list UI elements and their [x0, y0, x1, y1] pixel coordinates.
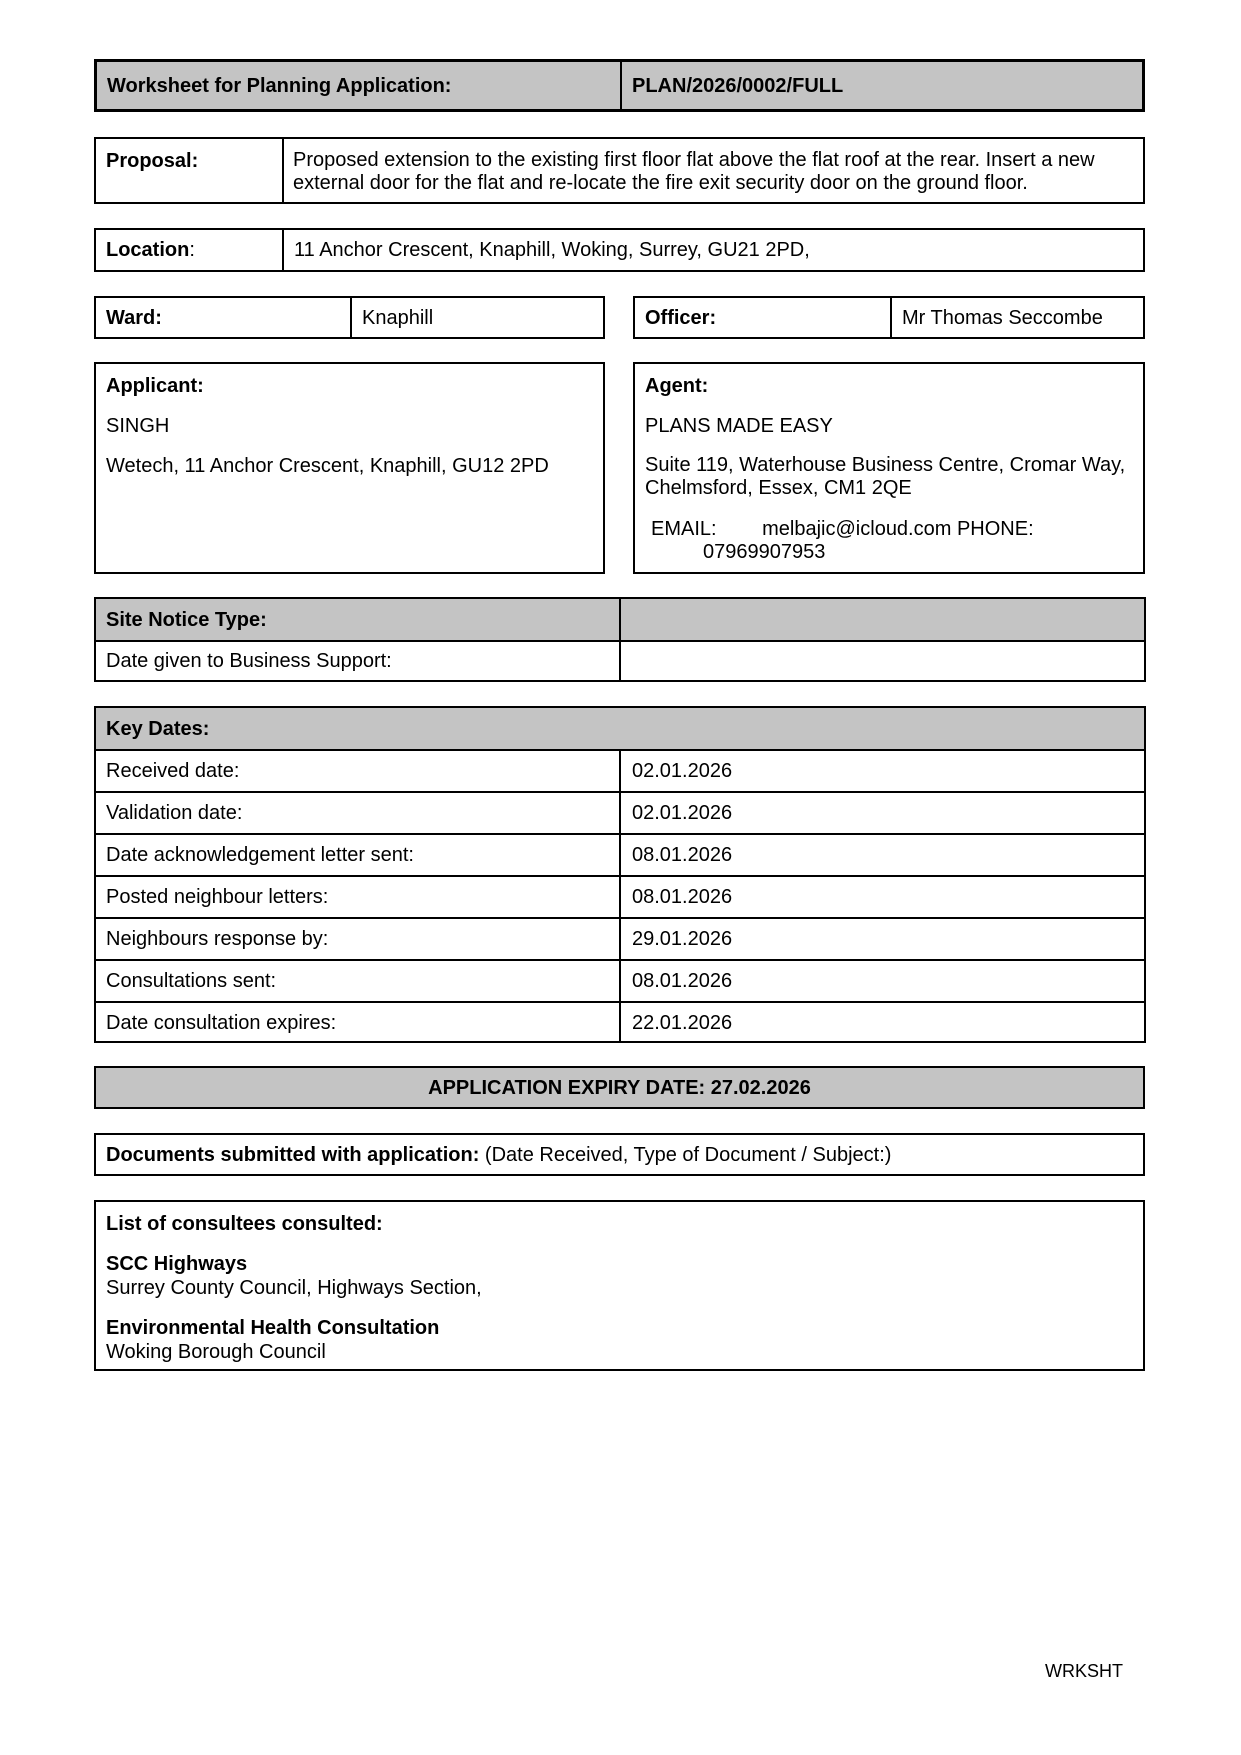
agent-phone-label: PHONE: [956, 518, 1034, 540]
ward-box [94, 296, 605, 339]
consultees-title: List of consultees consulted: [106, 1213, 383, 1235]
key-date-value: 02.01.2026 [632, 802, 733, 824]
site-notice-type-label: Site Notice Type: [106, 609, 267, 631]
officer-value: Mr Thomas Seccombe [902, 306, 1103, 329]
key-date-value: 22.01.2026 [632, 1012, 733, 1034]
business-support-label: Date given to Business Support: [106, 650, 392, 672]
proposal-box [94, 137, 1145, 204]
consultees-box [94, 1200, 1145, 1371]
site-notice-table [94, 597, 1146, 682]
location-label: Location : [106, 239, 195, 261]
documents-note: (Date Received, Type of Document / Subject:) [484, 1143, 892, 1166]
agent-address: Suite 119, Waterhouse Business Centre, Cromar Way, Chelmsford, Essex, CM1 2QE [645, 454, 1126, 499]
ward-label: Ward: [106, 306, 162, 329]
key-date-value: 08.01.2026 [632, 970, 733, 992]
officer-label: Officer: [645, 306, 717, 329]
documents-text [96, 1135, 1143, 1174]
applicant-address: Wetech, 11 Anchor Crescent, Knaphill, GU12 2PD [106, 455, 549, 477]
consultee-name: Environmental Health Consultation [106, 1317, 440, 1339]
key-date-label: Neighbours response by: [106, 928, 329, 950]
key-date-value: 02.01.2026 [632, 760, 733, 782]
agent-label: Agent: [645, 375, 709, 397]
agent-email: melbajic@icloud.com [762, 518, 952, 540]
key-dates-rows [96, 751, 1144, 1041]
agent-box [633, 362, 1145, 574]
site-notice-type-value [622, 599, 1144, 641]
consultee-item [106, 1316, 1133, 1364]
consultee-item [106, 1252, 1133, 1300]
consultee-detail: Woking Borough Council [106, 1341, 326, 1363]
key-date-label: Posted neighbour letters: [106, 886, 329, 908]
key-date-value: 08.01.2026 [632, 844, 733, 866]
expiry-banner [94, 1066, 1145, 1109]
location-box [94, 228, 1145, 272]
agent-name: PLANS MADE EASY [645, 415, 833, 437]
documents-label: Documents submitted with application: [106, 1143, 480, 1166]
applicant-box [94, 362, 605, 574]
ward-value: Knaphill [362, 306, 434, 329]
footer-code: WRKSHT [1045, 1661, 1123, 1681]
proposal-label: Proposal: [106, 150, 199, 172]
documents-box [94, 1133, 1145, 1176]
key-date-value: 08.01.2026 [632, 886, 733, 908]
consultee-name: SCC Highways [106, 1253, 248, 1275]
key-date-value: 29.01.2026 [632, 928, 733, 950]
agent-contact [651, 518, 1133, 564]
business-support-value [622, 642, 1144, 680]
proposal-text: Proposed extension to the existing first floor flat above the flat roof at the rear. Insert a new external door for the flat and re-locate the fire exit security door on the ground floor. [293, 149, 1095, 194]
key-date-label: Date consultation expires: [106, 1012, 337, 1034]
applicant-name: SINGH [106, 415, 170, 437]
key-date-label: Date acknowledgement letter sent: [106, 844, 414, 866]
application-expiry-date: APPLICATION EXPIRY DATE: 27.02.2026 [428, 1076, 811, 1099]
header-label: Worksheet for Planning Application: [107, 74, 452, 97]
location-text: 11 Anchor Crescent, Knaphill, Woking, Surrey, GU21 2PD, [294, 239, 810, 261]
key-dates-table [94, 706, 1146, 1043]
agent-email-label: EMAIL: [651, 518, 717, 540]
applicant-label: Applicant: [106, 375, 204, 397]
worksheet-header [94, 59, 1145, 112]
consultee-detail: Surrey County Council, Highways Section, [106, 1277, 482, 1299]
application-reference: PLAN/2026/0002/FULL [632, 74, 844, 97]
key-date-label: Received date: [106, 760, 240, 782]
key-dates-title: Key Dates: [106, 718, 210, 740]
officer-box [633, 296, 1145, 339]
key-date-label: Validation date: [106, 802, 243, 824]
agent-phone: 07969907953 [703, 541, 826, 563]
key-date-label: Consultations sent: [106, 970, 277, 992]
